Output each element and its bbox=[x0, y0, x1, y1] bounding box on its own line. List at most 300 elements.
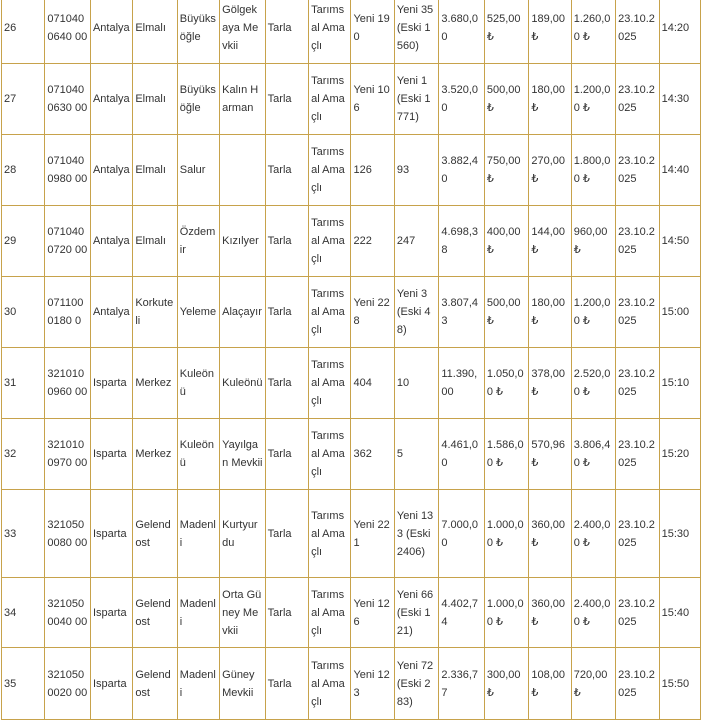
cell-mahalle bbox=[177, 490, 219, 578]
cell-text: 144,00 ₺ bbox=[531, 226, 565, 256]
cell-mevki bbox=[220, 0, 266, 64]
cell-imar bbox=[309, 135, 351, 206]
cell-alan bbox=[439, 0, 485, 64]
cell-imar bbox=[309, 419, 351, 490]
cell-no bbox=[2, 648, 45, 720]
cell-teminat bbox=[529, 490, 571, 578]
table-row bbox=[2, 64, 701, 135]
cell-ada bbox=[45, 490, 91, 578]
cell-text: Büyüksöğle bbox=[179, 13, 216, 43]
cell-text: Isparta bbox=[92, 527, 127, 540]
cell-toplam bbox=[571, 0, 615, 64]
cell-text: 3210100960 00 bbox=[47, 368, 88, 398]
cell-text: Tarımsal Amaçlı bbox=[311, 146, 345, 194]
cell-saat bbox=[659, 419, 700, 490]
cell-mahalle bbox=[177, 277, 219, 348]
cell-mevki bbox=[220, 206, 266, 277]
cell-text: Tarla bbox=[267, 377, 292, 389]
cell-text: Tarla bbox=[267, 164, 292, 176]
cell-text: 4.698,38 bbox=[441, 226, 479, 256]
cell-text: 23.10.2025 bbox=[618, 297, 655, 327]
cell-il bbox=[90, 419, 132, 490]
cell-imar bbox=[309, 648, 351, 720]
cell-mevki bbox=[220, 419, 266, 490]
cell-fiyat bbox=[484, 0, 528, 64]
cell-text: 15:50 bbox=[661, 677, 690, 690]
cell-text: Yeni 228 bbox=[353, 297, 390, 327]
cell-fiyat bbox=[484, 135, 528, 206]
cell-text: Yeni 126 bbox=[353, 597, 390, 628]
cell-text: 570,96 ₺ bbox=[531, 439, 565, 469]
cell-saat bbox=[659, 206, 700, 277]
cell-text: 1.000,00 ₺ bbox=[486, 518, 524, 549]
cell-tarih bbox=[616, 277, 659, 348]
cell-ada-no bbox=[351, 277, 394, 348]
cell-teminat bbox=[529, 64, 571, 135]
cell-text: 15:30 bbox=[661, 527, 690, 540]
cell-text: 1.000,00 ₺ bbox=[486, 597, 524, 628]
cell-text: 1.800,00 ₺ bbox=[573, 155, 611, 185]
cell-alan bbox=[439, 206, 485, 277]
cell-text: 15:20 bbox=[661, 448, 690, 460]
cell-il bbox=[90, 64, 132, 135]
cell-ada-no bbox=[351, 419, 394, 490]
cell-text: 5 bbox=[396, 448, 403, 460]
cell-text: Yeleme bbox=[179, 306, 217, 318]
cell-il bbox=[90, 490, 132, 578]
cell-text: 23.10.2025 bbox=[618, 439, 655, 469]
cell-il bbox=[90, 206, 132, 277]
cell-text: Yeni 190 bbox=[353, 13, 390, 43]
cell-text: 15:00 bbox=[661, 306, 690, 318]
cell-text: 27 bbox=[4, 93, 17, 105]
cell-fiyat bbox=[484, 648, 528, 720]
cell-text: Madenli bbox=[179, 597, 216, 628]
cell-text: Madenli bbox=[179, 668, 216, 699]
cell-toplam bbox=[571, 277, 615, 348]
cell-saat bbox=[659, 277, 700, 348]
cell-tarih bbox=[616, 348, 659, 419]
cell-alan bbox=[439, 277, 485, 348]
cell-text: 400,00 ₺ bbox=[486, 226, 521, 256]
cell-text: 126 bbox=[353, 164, 372, 176]
table-row bbox=[2, 648, 701, 720]
land-sale-table bbox=[1, 0, 701, 720]
cell-text: 3210500020 00 bbox=[47, 668, 88, 699]
cell-text: 0710400630 00 bbox=[47, 84, 88, 114]
cell-text: 500,00 ₺ bbox=[486, 84, 521, 114]
cell-text: Gelendost bbox=[135, 668, 171, 699]
cell-toplam bbox=[571, 206, 615, 277]
cell-text: Antalya bbox=[92, 306, 130, 318]
cell-imar bbox=[309, 490, 351, 578]
cell-text: Yeni 35 (Eski 1560) bbox=[396, 4, 434, 52]
cell-tarih bbox=[616, 135, 659, 206]
cell-text: Tarla bbox=[267, 22, 292, 34]
cell-text: Kurtyurdu bbox=[222, 518, 258, 549]
cell-text: 222 bbox=[353, 235, 372, 247]
cell-mahalle bbox=[177, 206, 219, 277]
cell-text: 3.680,00 bbox=[441, 13, 479, 43]
table-body bbox=[2, 0, 701, 720]
cell-ada bbox=[45, 648, 91, 720]
cell-mahalle bbox=[177, 648, 219, 720]
cell-saat bbox=[659, 0, 700, 64]
cell-fiyat bbox=[484, 578, 528, 648]
cell-text: 1.260,00 ₺ bbox=[573, 13, 611, 43]
cell-no bbox=[2, 135, 45, 206]
cell-text: 2.520,00 ₺ bbox=[573, 368, 611, 398]
cell-il bbox=[90, 0, 132, 64]
cell-parsel bbox=[394, 648, 438, 720]
cell-text: Tarımsal Amaçlı bbox=[311, 217, 345, 265]
cell-text: 360,00 ₺ bbox=[531, 597, 565, 628]
cell-text: 23.10.2025 bbox=[618, 518, 655, 549]
cell-mahalle bbox=[177, 348, 219, 419]
cell-text: Tarımsal Amaçlı bbox=[311, 659, 345, 708]
cell-text: Tarımsal Amaçlı bbox=[311, 359, 345, 407]
cell-text: 108,00 ₺ bbox=[531, 668, 565, 699]
cell-text: Tarla bbox=[267, 527, 292, 540]
cell-ada-no bbox=[351, 648, 394, 720]
cell-text: Isparta bbox=[92, 448, 127, 460]
cell-ada-no bbox=[351, 0, 394, 64]
cell-tarih bbox=[616, 490, 659, 578]
cell-ilce bbox=[133, 490, 177, 578]
cell-text: 0711000180 0 bbox=[47, 297, 84, 327]
cell-text: Tarla bbox=[267, 235, 292, 247]
cell-text: 270,00 ₺ bbox=[531, 155, 565, 185]
cell-ada bbox=[45, 206, 91, 277]
cell-no bbox=[2, 578, 45, 648]
cell-text: 11.390,00 bbox=[441, 368, 478, 398]
cell-text: 33 bbox=[4, 527, 17, 540]
cell-text: Tarla bbox=[267, 448, 292, 460]
cell-text: Büyüksöğle bbox=[179, 84, 216, 114]
cell-mevki bbox=[220, 348, 266, 419]
cell-toplam bbox=[571, 490, 615, 578]
cell-ada-no bbox=[351, 135, 394, 206]
cell-text: 189,00 ₺ bbox=[531, 13, 565, 43]
cell-saat bbox=[659, 64, 700, 135]
cell-parsel bbox=[394, 578, 438, 648]
cell-no bbox=[2, 64, 45, 135]
cell-teminat bbox=[529, 578, 571, 648]
cell-text: Antalya bbox=[92, 164, 130, 176]
cell-il bbox=[90, 348, 132, 419]
cell-alan bbox=[439, 348, 485, 419]
cell-text: 3.807,43 bbox=[441, 297, 479, 327]
cell-no bbox=[2, 0, 45, 64]
cell-nitelik bbox=[265, 0, 308, 64]
cell-parsel bbox=[394, 348, 438, 419]
cell-imar bbox=[309, 348, 351, 419]
cell-text: Yeni 133 (Eski 2406) bbox=[396, 509, 434, 558]
cell-text: 31 bbox=[4, 377, 17, 389]
table-row bbox=[2, 490, 701, 578]
cell-text: 7.000,00 bbox=[441, 518, 479, 549]
cell-teminat bbox=[529, 0, 571, 64]
cell-fiyat bbox=[484, 348, 528, 419]
cell-il bbox=[90, 277, 132, 348]
cell-text: 180,00 ₺ bbox=[531, 297, 565, 327]
cell-text: Elmalı bbox=[135, 235, 166, 247]
cell-ada bbox=[45, 277, 91, 348]
cell-ilce bbox=[133, 0, 177, 64]
cell-text: Yeni 221 bbox=[353, 518, 390, 549]
cell-nitelik bbox=[265, 490, 308, 578]
cell-text: Gelendost bbox=[135, 597, 171, 628]
cell-text: Tarla bbox=[267, 93, 292, 105]
cell-text: 3210500080 00 bbox=[47, 518, 88, 549]
cell-teminat bbox=[529, 419, 571, 490]
cell-saat bbox=[659, 648, 700, 720]
cell-ilce bbox=[133, 578, 177, 648]
cell-text: Madenli bbox=[179, 518, 216, 549]
cell-ada-no bbox=[351, 578, 394, 648]
cell-text: 1.050,00 ₺ bbox=[486, 368, 524, 398]
cell-parsel bbox=[394, 135, 438, 206]
cell-text: 15:40 bbox=[661, 606, 690, 619]
cell-mevki bbox=[220, 64, 266, 135]
cell-ada-no bbox=[351, 348, 394, 419]
cell-toplam bbox=[571, 64, 615, 135]
cell-parsel bbox=[394, 419, 438, 490]
cell-ilce bbox=[133, 419, 177, 490]
cell-text: 29 bbox=[4, 235, 17, 247]
cell-tarih bbox=[616, 578, 659, 648]
cell-text: 1.586,00 ₺ bbox=[486, 439, 524, 469]
cell-ilce bbox=[133, 277, 177, 348]
cell-ada-no bbox=[351, 206, 394, 277]
cell-tarih bbox=[616, 648, 659, 720]
cell-text: Güney Mevkii bbox=[222, 668, 255, 699]
cell-text: 4.461,00 bbox=[441, 439, 479, 469]
cell-text: Gölgekaya Mevkii bbox=[222, 4, 259, 52]
cell-ada bbox=[45, 419, 91, 490]
cell-text: 500,00 ₺ bbox=[486, 297, 521, 327]
cell-text: Tarımsal Amaçlı bbox=[311, 509, 345, 558]
cell-text: 23.10.2025 bbox=[618, 226, 655, 256]
cell-ada-no bbox=[351, 64, 394, 135]
cell-text: Elmalı bbox=[135, 93, 166, 105]
cell-tarih bbox=[616, 64, 659, 135]
cell-text: 14:50 bbox=[661, 235, 690, 247]
table-row bbox=[2, 0, 701, 64]
cell-mevki bbox=[220, 135, 266, 206]
cell-text: Yeni 72 (Eski 283) bbox=[396, 659, 434, 708]
cell-teminat bbox=[529, 277, 571, 348]
cell-il bbox=[90, 135, 132, 206]
cell-il bbox=[90, 648, 132, 720]
cell-alan bbox=[439, 490, 485, 578]
table-row bbox=[2, 419, 701, 490]
cell-text: 26 bbox=[4, 22, 17, 34]
cell-mahalle bbox=[177, 0, 219, 64]
cell-ada bbox=[45, 64, 91, 135]
cell-text: 4.402,74 bbox=[441, 597, 479, 628]
cell-text: 525,00 ₺ bbox=[486, 13, 521, 43]
cell-parsel bbox=[394, 0, 438, 64]
cell-text: Tarımsal Amaçlı bbox=[311, 75, 345, 123]
cell-mevki bbox=[220, 490, 266, 578]
cell-mevki bbox=[220, 648, 266, 720]
cell-fiyat bbox=[484, 419, 528, 490]
cell-text: Tarla bbox=[267, 606, 292, 619]
cell-text: Yeni 3 (Eski 48) bbox=[396, 288, 431, 336]
cell-toplam bbox=[571, 419, 615, 490]
cell-text: 0710400980 00 bbox=[47, 155, 88, 185]
cell-text: Merkez bbox=[135, 448, 172, 460]
cell-fiyat bbox=[484, 206, 528, 277]
cell-nitelik bbox=[265, 648, 308, 720]
cell-text: 960,00 ₺ bbox=[573, 226, 608, 256]
cell-text: Yeni 1 (Eski 1771) bbox=[396, 75, 431, 123]
cell-alan bbox=[439, 64, 485, 135]
cell-fiyat bbox=[484, 277, 528, 348]
cell-text: Tarımsal Amaçlı bbox=[311, 430, 345, 478]
cell-text: Yeni 106 bbox=[353, 84, 390, 114]
cell-text: 1.200,00 ₺ bbox=[573, 297, 611, 327]
cell-text: Antalya bbox=[92, 93, 130, 105]
cell-text: 0710400720 00 bbox=[47, 226, 88, 256]
cell-nitelik bbox=[265, 419, 308, 490]
cell-fiyat bbox=[484, 490, 528, 578]
cell-text: 3210500040 00 bbox=[47, 597, 88, 628]
cell-text: 30 bbox=[4, 306, 17, 318]
cell-toplam bbox=[571, 648, 615, 720]
cell-text: 1.200,00 ₺ bbox=[573, 84, 611, 114]
cell-text: Yeni 66 (Eski 121) bbox=[396, 588, 434, 637]
cell-text: 28 bbox=[4, 164, 17, 176]
cell-il bbox=[90, 578, 132, 648]
cell-ilce bbox=[133, 648, 177, 720]
cell-text: Isparta bbox=[92, 677, 127, 690]
cell-no bbox=[2, 419, 45, 490]
cell-text: Özdemir bbox=[179, 226, 216, 256]
cell-ada bbox=[45, 135, 91, 206]
cell-teminat bbox=[529, 135, 571, 206]
cell-nitelik bbox=[265, 64, 308, 135]
cell-ada bbox=[45, 578, 91, 648]
cell-imar bbox=[309, 206, 351, 277]
cell-alan bbox=[439, 419, 485, 490]
cell-text: 23.10.2025 bbox=[618, 13, 655, 43]
cell-no bbox=[2, 490, 45, 578]
cell-nitelik bbox=[265, 277, 308, 348]
cell-imar bbox=[309, 578, 351, 648]
cell-ada-no bbox=[351, 490, 394, 578]
cell-text: 35 bbox=[4, 677, 17, 690]
cell-toplam bbox=[571, 135, 615, 206]
cell-text: Gelendost bbox=[135, 518, 171, 549]
cell-saat bbox=[659, 490, 700, 578]
cell-text: Kalın Harman bbox=[222, 84, 259, 114]
table-row bbox=[2, 206, 701, 277]
cell-text: Tarımsal Amaçlı bbox=[311, 288, 345, 336]
cell-text: 23.10.2025 bbox=[618, 668, 655, 699]
cell-alan bbox=[439, 578, 485, 648]
cell-parsel bbox=[394, 490, 438, 578]
cell-mevki bbox=[220, 578, 266, 648]
cell-text: 750,00 ₺ bbox=[486, 155, 521, 185]
cell-text: 2.400,00 ₺ bbox=[573, 518, 611, 549]
cell-alan bbox=[439, 648, 485, 720]
cell-text: 720,00 ₺ bbox=[573, 668, 608, 699]
cell-text: 404 bbox=[353, 377, 372, 389]
cell-saat bbox=[659, 348, 700, 419]
cell-text: Tarımsal Amaçlı bbox=[311, 4, 345, 52]
cell-text: 23.10.2025 bbox=[618, 597, 655, 628]
cell-text: 3.806,40 ₺ bbox=[573, 439, 611, 469]
cell-text: 2.400,00 ₺ bbox=[573, 597, 611, 628]
cell-mahalle bbox=[177, 578, 219, 648]
cell-text: Tarla bbox=[267, 306, 292, 318]
cell-text: 15:10 bbox=[661, 377, 690, 389]
cell-no bbox=[2, 277, 45, 348]
cell-tarih bbox=[616, 206, 659, 277]
cell-text: 0710400640 00 bbox=[47, 13, 88, 43]
cell-text: 3.520,00 bbox=[441, 84, 479, 114]
cell-imar bbox=[309, 0, 351, 64]
cell-ilce bbox=[133, 135, 177, 206]
cell-text: 23.10.2025 bbox=[618, 84, 655, 114]
cell-teminat bbox=[529, 348, 571, 419]
cell-text: 23.10.2025 bbox=[618, 368, 655, 398]
cell-text: Korkuteli bbox=[135, 297, 174, 327]
cell-no bbox=[2, 348, 45, 419]
cell-text: Tarımsal Amaçlı bbox=[311, 588, 345, 637]
cell-text: Merkez bbox=[135, 377, 172, 389]
cell-text: 34 bbox=[4, 606, 17, 619]
cell-text: 93 bbox=[396, 164, 410, 176]
cell-text: 300,00 ₺ bbox=[486, 668, 521, 699]
cell-text: 14:40 bbox=[661, 164, 690, 176]
cell-teminat bbox=[529, 206, 571, 277]
cell-mahalle bbox=[177, 419, 219, 490]
table-row bbox=[2, 578, 701, 648]
cell-text: Elmalı bbox=[135, 164, 166, 176]
cell-text: Kuleönü bbox=[222, 377, 263, 389]
cell-nitelik bbox=[265, 135, 308, 206]
cell-ilce bbox=[133, 64, 177, 135]
cell-text: 14:30 bbox=[661, 93, 690, 105]
cell-text: Kuleönü bbox=[179, 439, 215, 469]
cell-text: 360,00 ₺ bbox=[531, 518, 565, 549]
cell-nitelik bbox=[265, 348, 308, 419]
cell-parsel bbox=[394, 206, 438, 277]
cell-saat bbox=[659, 578, 700, 648]
cell-text: 378,00 ₺ bbox=[531, 368, 565, 398]
cell-text: Kızılyer bbox=[222, 235, 259, 247]
cell-text: Isparta bbox=[92, 377, 127, 389]
cell-text: 247 bbox=[396, 235, 416, 247]
cell-toplam bbox=[571, 578, 615, 648]
cell-parsel bbox=[394, 64, 438, 135]
table-row bbox=[2, 277, 701, 348]
cell-nitelik bbox=[265, 578, 308, 648]
cell-nitelik bbox=[265, 206, 308, 277]
cell-text: Salur bbox=[179, 164, 206, 176]
cell-ilce bbox=[133, 206, 177, 277]
cell-toplam bbox=[571, 348, 615, 419]
cell-parsel bbox=[394, 277, 438, 348]
cell-text: Orta Güney Mevkii bbox=[222, 588, 262, 637]
cell-text: 180,00 ₺ bbox=[531, 84, 565, 114]
cell-no bbox=[2, 206, 45, 277]
cell-alan bbox=[439, 135, 485, 206]
cell-mahalle bbox=[177, 135, 219, 206]
